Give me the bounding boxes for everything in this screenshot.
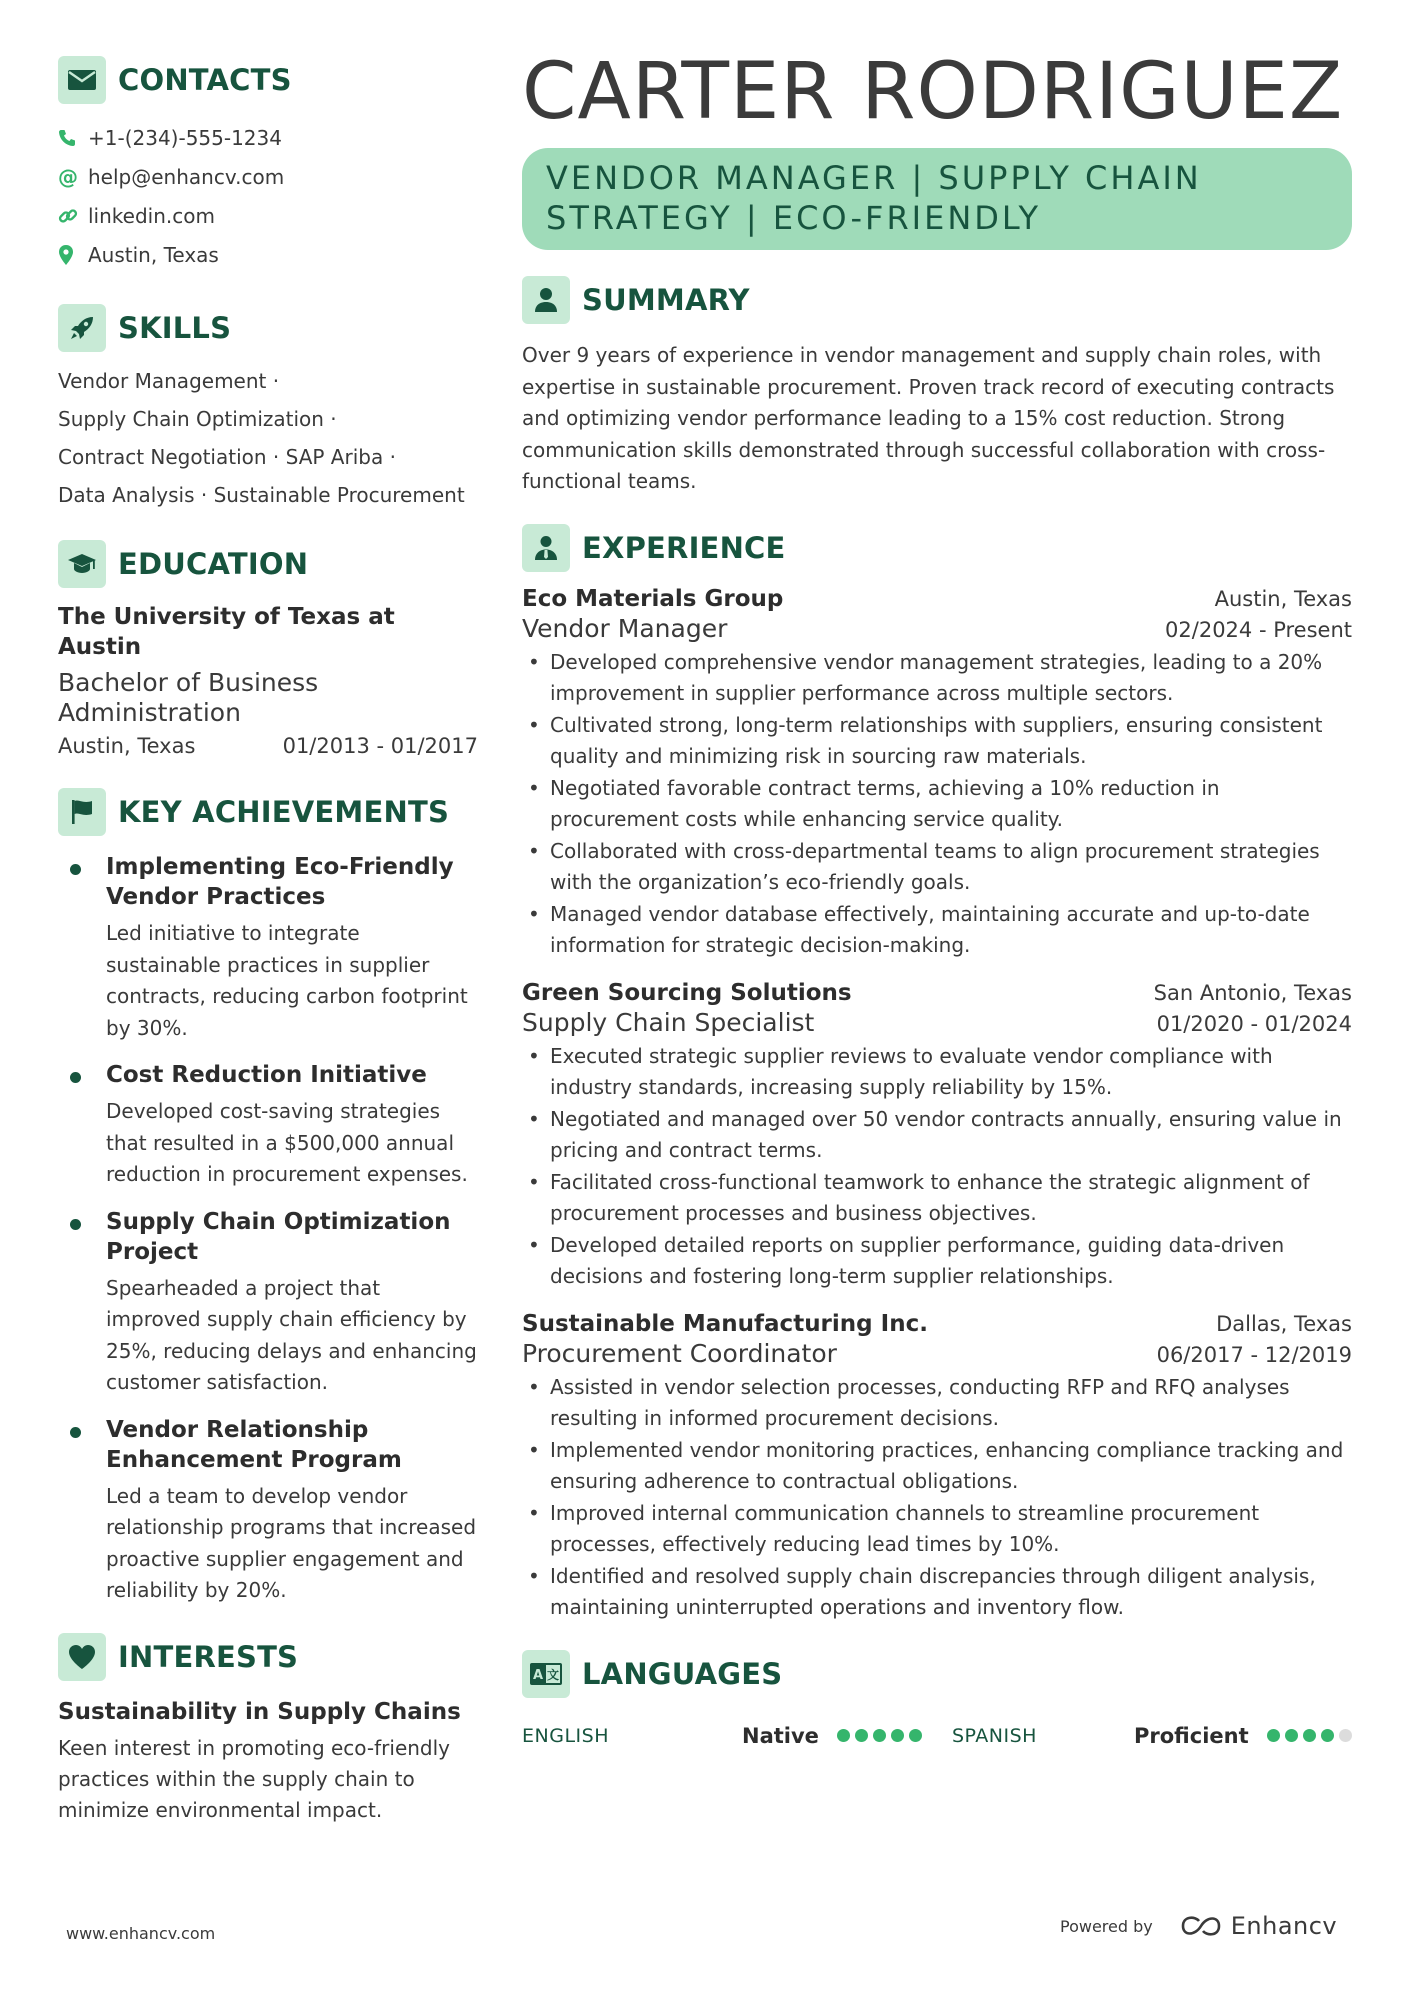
rocket-icon <box>58 304 106 352</box>
languages-title: LANGUAGES <box>582 1656 783 1691</box>
skills-line: Supply Chain Optimization · <box>58 407 337 431</box>
language-item <box>522 1724 952 1748</box>
job-subheader <box>522 1008 1352 1037</box>
achievement-item <box>58 1415 478 1607</box>
education-degree: Bachelor of Business Administration <box>58 668 319 727</box>
title-line: STRATEGY | ECO-FRIENDLY <box>546 199 1042 237</box>
language-dots <box>1267 1729 1352 1742</box>
title-line: VENDOR MANAGER | SUPPLY CHAIN <box>546 159 1202 197</box>
experience-title: EXPERIENCE <box>582 530 786 565</box>
job-header <box>522 586 1352 612</box>
job-entry <box>522 1311 1352 1624</box>
user-icon <box>522 276 570 324</box>
proficiency-dot <box>1303 1729 1316 1742</box>
job-dates: 02/2024 - Present <box>1165 617 1352 642</box>
job-bullet: • Implemented vendor monitoring practices, enhancing compliance tracking and ensuring adherence to contractual obligations. <box>522 1435 1352 1498</box>
map-pin-icon <box>58 245 88 265</box>
proficiency-dot <box>1267 1729 1280 1742</box>
achievements-title: KEY ACHIEVEMENTS <box>118 795 450 829</box>
job-bullet: • Improved internal communication channels to streamline procurement processes, effectively reducing lead times by 10%. <box>522 1498 1352 1561</box>
achievement-title: Vendor Relationship Enhancement Program <box>106 1416 402 1473</box>
job-bullet: • Facilitated cross-functional teamwork to enhance the strategic alignment of procurement processes and business objectives. <box>522 1167 1352 1230</box>
education-meta <box>58 734 478 758</box>
contact-phone[interactable] <box>58 118 478 157</box>
job-bullets <box>522 1041 1352 1293</box>
left-column <box>58 56 478 1826</box>
job-bullet: • Negotiated and managed over 50 vendor contracts annually, ensuring value in pricing and contract terms. <box>522 1104 1352 1167</box>
contacts-title: CONTACTS <box>118 63 292 97</box>
proficiency-dot <box>1339 1729 1352 1742</box>
job-company: Eco Materials Group <box>522 585 784 612</box>
translate-icon <box>522 1650 570 1698</box>
contact-linkedin[interactable] <box>58 196 478 235</box>
businessperson-icon <box>522 524 570 572</box>
languages-header <box>522 1650 1352 1698</box>
skills-line: Data Analysis · Sustainable Procurement <box>58 483 465 507</box>
job-bullet: • Negotiated favorable contract terms, achieving a 10% reduction in procurement costs while enhancing service quality. <box>522 773 1352 836</box>
contact-location-text: Austin, Texas <box>88 242 219 267</box>
flag-icon <box>58 788 106 836</box>
candidate-name: CARTER RODRIGUEZ <box>522 47 1344 137</box>
powered-by-text: Powered by <box>1060 1916 1153 1936</box>
achievement-title: Cost Reduction Initiative <box>106 1062 427 1088</box>
title-banner <box>522 148 1352 250</box>
summary-text: Over 9 years of experience in vendor management and supply chain roles, with expertise in sustainable procurement. Proven track record of executing contracts and optimizing vendor performance leading to a 15% cost reduction. Strong communication skills demonstrated through successful collaboration with cross-functional teams. <box>522 343 1335 493</box>
language-name: SPANISH <box>952 1724 1037 1747</box>
language-level: Proficient <box>1134 1723 1249 1748</box>
bullet-dot <box>70 864 81 875</box>
job-role: Supply Chain Specialist <box>522 1007 815 1037</box>
envelope-icon <box>58 56 106 104</box>
language-level: Native <box>742 1723 819 1748</box>
achievement-title: Supply Chain Optimization Project <box>106 1208 451 1265</box>
link-icon <box>58 206 88 226</box>
contacts-header <box>58 56 478 104</box>
skills-title: SKILLS <box>118 311 232 345</box>
interest-desc: Keen interest in promoting eco-friendly practices within the supply chain to minimize environmental impact. <box>58 1735 451 1822</box>
achievement-item <box>58 1060 478 1191</box>
footer-url[interactable]: www.enhancv.com <box>66 1924 216 1943</box>
contact-email-text: help@enhancv.com <box>88 164 285 189</box>
job-bullet: • Managed vendor database effectively, maintaining accurate and up-to-date information for strategic decision-making. <box>522 899 1352 962</box>
svg-text:A: A <box>532 1667 544 1683</box>
phone-icon <box>58 129 88 147</box>
achievement-desc: Led a team to develop vendor relationship programs that increased proactive supplier engagement and reliability by 20%. <box>106 1483 477 1602</box>
contact-location <box>58 235 478 274</box>
job-subheader <box>522 1339 1352 1368</box>
job-bullet: • Developed comprehensive vendor management strategies, leading to a 20% improvement in supplier performance across multiple sectors. <box>522 647 1352 710</box>
job-bullets <box>522 1372 1352 1624</box>
proficiency-dot <box>1285 1729 1298 1742</box>
enhancv-logo-icon <box>1179 1915 1223 1937</box>
contact-email[interactable] <box>58 157 478 196</box>
language-item <box>952 1724 1352 1748</box>
education-title: EDUCATION <box>118 547 309 581</box>
education-dates: 01/2013 - 01/2017 <box>282 734 478 758</box>
proficiency-dot <box>837 1729 850 1742</box>
contact-phone-text: +1-(234)-555-1234 <box>88 125 282 150</box>
languages-list <box>522 1724 1352 1748</box>
skills-line: Vendor Management · <box>58 369 280 393</box>
at-icon: @ <box>58 164 78 189</box>
brand-name: Enhancv <box>1230 1912 1338 1940</box>
job-role: Vendor Manager <box>522 613 728 643</box>
svg-text:文: 文 <box>546 1667 560 1682</box>
interest-title: Sustainability in Supply Chains <box>58 1698 461 1725</box>
proficiency-dot <box>1321 1729 1334 1742</box>
job-dates: 06/2017 - 12/2019 <box>1156 1342 1352 1367</box>
job-entry <box>522 980 1352 1293</box>
bullet-dot <box>70 1219 81 1230</box>
summary-title: SUMMARY <box>582 283 750 317</box>
job-header <box>522 980 1352 1006</box>
achievements-header <box>58 788 478 836</box>
job-company: Green Sourcing Solutions <box>522 979 852 1006</box>
achievement-item <box>58 852 478 1044</box>
job-location: Dallas, Texas <box>1216 1311 1352 1336</box>
achievement-desc: Spearheaded a project that improved supply chain efficiency by 25%, reducing delays and enhancing customer satisfaction. <box>106 1275 477 1394</box>
experience-header <box>522 524 1352 572</box>
job-bullet: • Cultivated strong, long-term relationships with suppliers, ensuring consistent quality and minimizing risk in sourcing raw materials. <box>522 710 1352 773</box>
interests-header <box>58 1633 478 1681</box>
job-bullet: • Assisted in vendor selection processes, conducting RFP and RFQ analyses resulting in informed procurement decisions. <box>522 1372 1352 1435</box>
interests-title: INTERESTS <box>118 1639 299 1674</box>
achievement-desc: Led initiative to integrate sustainable practices in supplier contracts, reducing carbon footprint by 30%. <box>106 921 468 1040</box>
contact-linkedin-text: linkedin.com <box>88 203 215 228</box>
proficiency-dot <box>873 1729 886 1742</box>
job-bullet: • Identified and resolved supply chain discrepancies through diligent analysis, maintaining uninterrupted operations and inventory flow. <box>522 1561 1352 1624</box>
job-role: Procurement Coordinator <box>522 1338 837 1368</box>
skills-list <box>58 362 478 514</box>
proficiency-dot <box>909 1729 922 1742</box>
job-company: Sustainable Manufacturing Inc. <box>522 1310 928 1337</box>
job-subheader <box>522 614 1352 643</box>
education-header <box>58 540 478 588</box>
skills-header <box>58 304 478 352</box>
proficiency-dot <box>891 1729 904 1742</box>
achievement-item <box>58 1207 478 1399</box>
education-location: Austin, Texas <box>58 734 196 758</box>
language-dots <box>837 1729 922 1742</box>
right-column <box>522 44 1352 1748</box>
graduation-cap-icon <box>58 540 106 588</box>
job-header <box>522 1311 1352 1337</box>
job-dates: 01/2020 - 01/2024 <box>1156 1011 1352 1036</box>
bullet-dot <box>70 1072 81 1083</box>
summary-header <box>522 276 1352 324</box>
skills-line: Contract Negotiation · SAP Ariba · <box>58 445 396 469</box>
job-entry <box>522 586 1352 962</box>
achievement-desc: Developed cost-saving strategies that resulted in a $500,000 annual reduction in procurement expenses. <box>106 1099 468 1186</box>
heart-icon <box>58 1633 106 1681</box>
job-location: San Antonio, Texas <box>1153 980 1352 1005</box>
footer-branding <box>1060 1912 1337 1940</box>
job-bullet: • Collaborated with cross-departmental teams to align procurement strategies with the organization’s eco-friendly goals. <box>522 836 1352 899</box>
job-bullet: • Executed strategic supplier reviews to evaluate vendor compliance with industry standards, increasing supply reliability by 15%. <box>522 1041 1352 1104</box>
education-school: The University of Texas at Austin <box>58 604 395 660</box>
achievement-title: Implementing Eco-Friendly Vendor Practices <box>106 854 454 910</box>
job-bullet: • Developed detailed reports on supplier performance, guiding data-driven decisions and fostering long-term supplier relationships. <box>522 1230 1352 1293</box>
job-location: Austin, Texas <box>1214 586 1352 611</box>
achievements-list <box>58 852 478 1607</box>
proficiency-dot <box>855 1729 868 1742</box>
contacts-list <box>58 118 478 274</box>
language-name: ENGLISH <box>522 1724 609 1747</box>
job-bullets <box>522 647 1352 962</box>
bullet-dot <box>70 1427 81 1438</box>
